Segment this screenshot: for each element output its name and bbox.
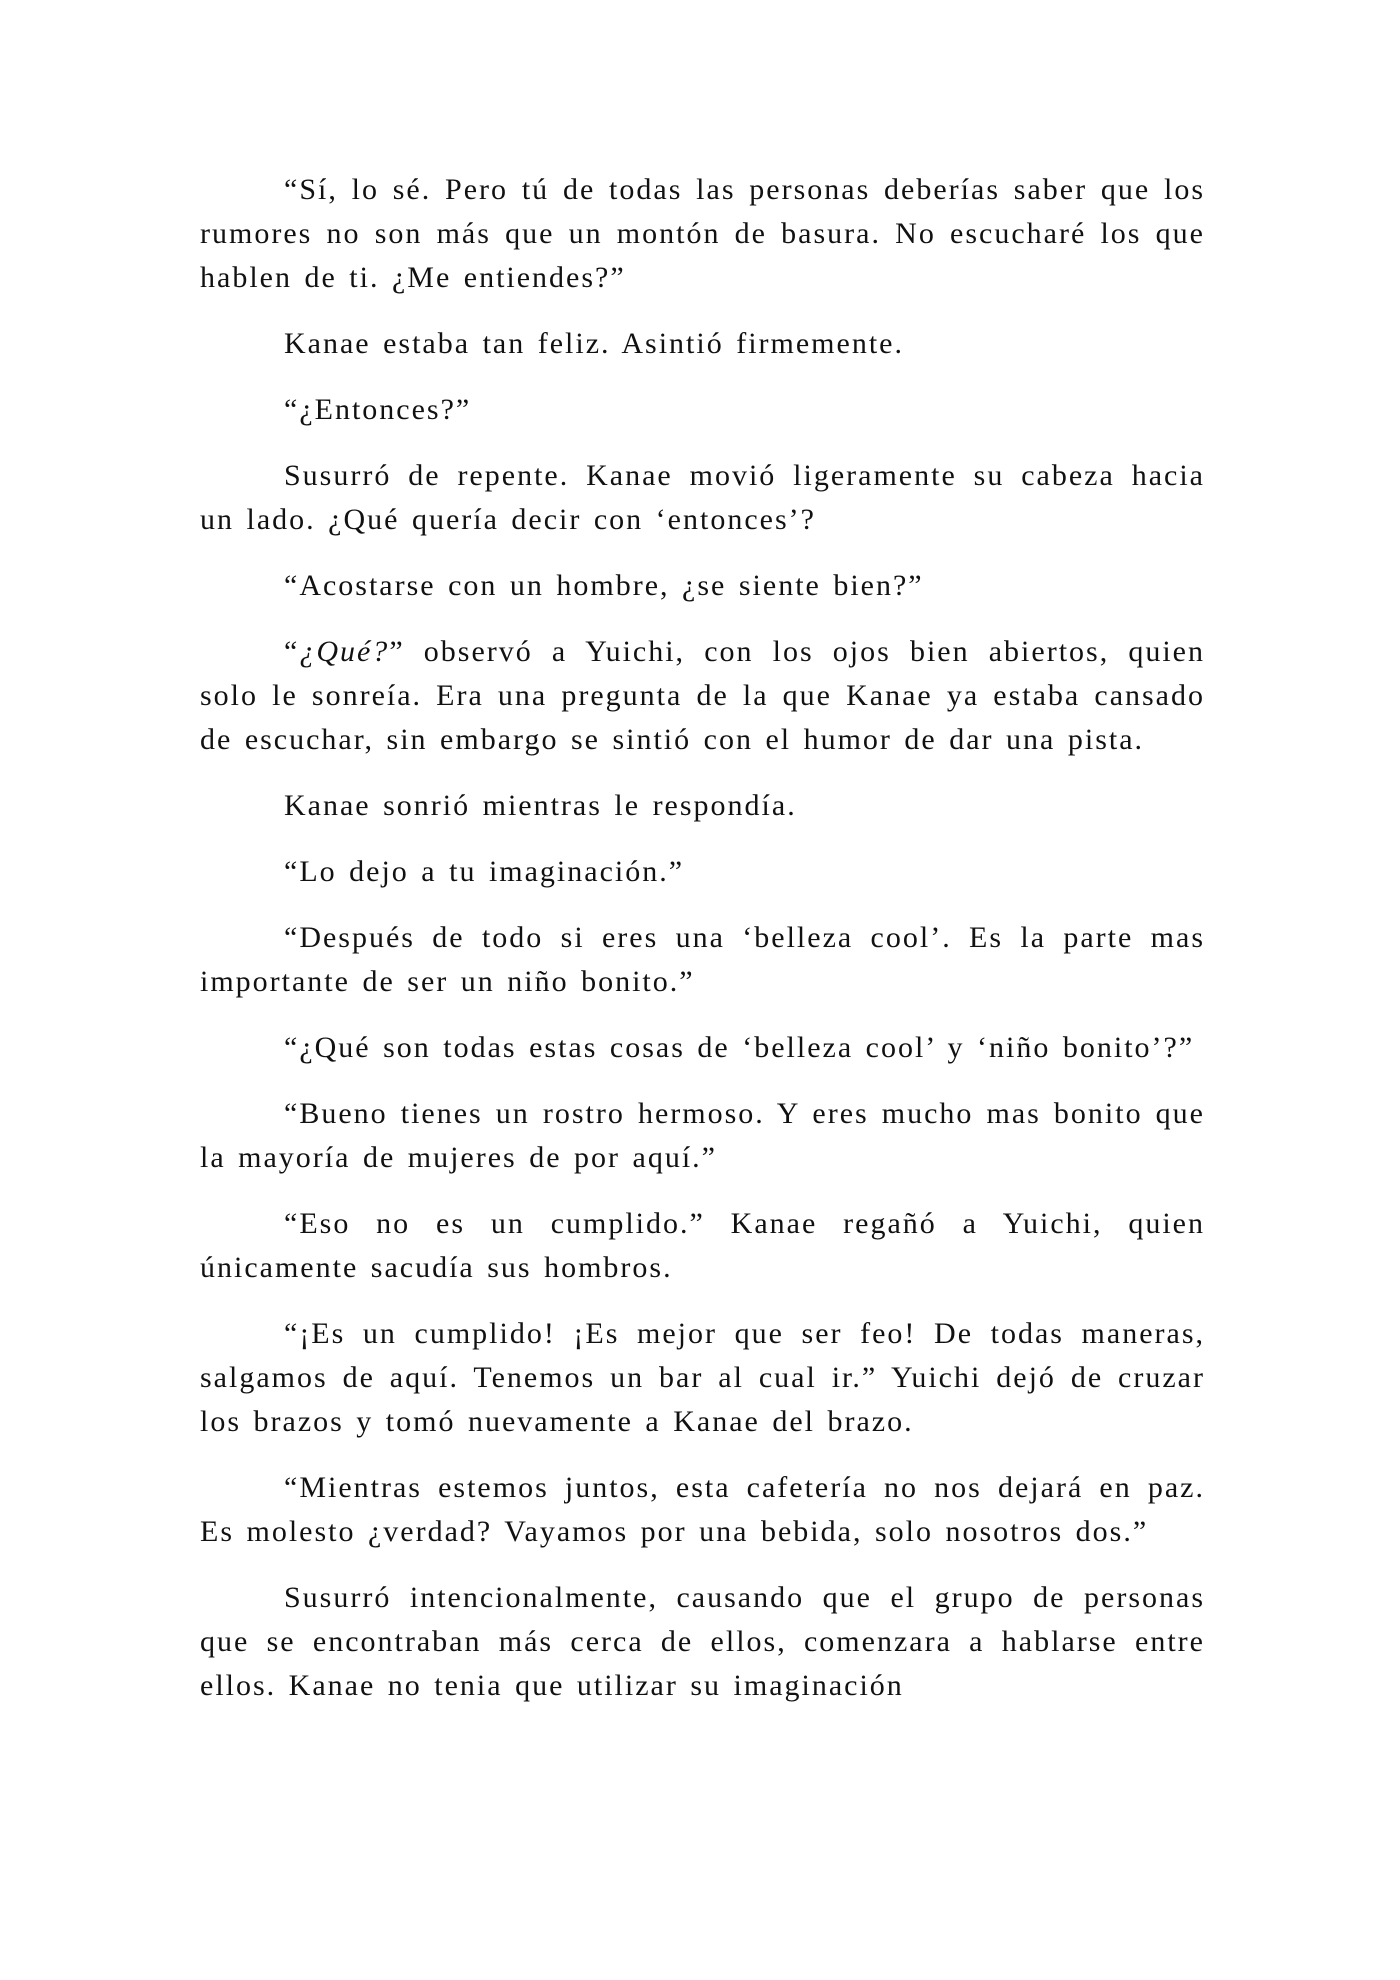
paragraph-6-italic-word: ¿Qué?	[299, 635, 390, 668]
paragraph-3: “¿Entonces?”	[284, 393, 472, 426]
paragraph-7: Kanae sonrió mientras le respondía.	[284, 789, 797, 822]
paragraph-1: “Sí, lo sé. Pero tú de todas las personas deberías saber que los rumores no son más que un montón de basura. No escucharé los que hablen de ti. ¿Me entiendes?”	[200, 173, 1205, 294]
paragraph-9: “Después de todo si eres una ‘belleza cool’. Es la parte mas importante de ser un niño bonito.”	[200, 921, 1205, 998]
paragraph-14: “Mientras estemos juntos, esta cafetería no nos dejará en paz. Es molesto ¿verdad? Vayamos por una bebida, solo nosotros dos.”	[200, 1471, 1205, 1548]
paragraph-12: “Eso no es un cumplido.” Kanae regañó a Yuichi, quien únicamente sacudía sus hombros.	[200, 1207, 1205, 1284]
paragraph-4: Susurró de repente. Kanae movió ligeramente su cabeza hacia un lado. ¿Qué quería decir con ‘entonces’?	[200, 459, 1205, 536]
paragraph-6-open-quote: “	[284, 635, 300, 668]
paragraph-15: Susurró intencionalmente, causando que el grupo de personas que se encontraban más cerca de ellos, comenzara a hablarse entre ellos. Kanae no tenia que utilizar su imaginación	[200, 1581, 1205, 1702]
paragraph-6-rest: ” observó a Yuichi, con los ojos bien abiertos, quien solo le sonreía. Era una pregunta de la que Kanae ya estaba cansado de escuchar, sin embargo se sintió con el humor de dar una pista.	[200, 635, 1205, 756]
paragraph-2: Kanae estaba tan feliz. Asintió firmemente.	[284, 327, 904, 360]
paragraph-13: “¡Es un cumplido! ¡Es mejor que ser feo! De todas maneras, salgamos de aquí. Tenemos un bar al cual ir.” Yuichi dejó de cruzar los brazos y tomó nuevamente a Kanae del brazo.	[200, 1317, 1205, 1438]
document-page	[200, 168, 1205, 1730]
paragraph-11: “Bueno tienes un rostro hermoso. Y eres mucho mas bonito que la mayoría de mujeres de por aquí.”	[200, 1097, 1205, 1174]
paragraph-6	[200, 630, 1205, 762]
paragraph-10: “¿Qué son todas estas cosas de ‘belleza cool’ y ‘niño bonito’?”	[284, 1031, 1195, 1064]
paragraph-5: “Acostarse con un hombre, ¿se siente bien?”	[284, 569, 924, 602]
paragraph-8: “Lo dejo a tu imaginación.”	[284, 855, 685, 888]
